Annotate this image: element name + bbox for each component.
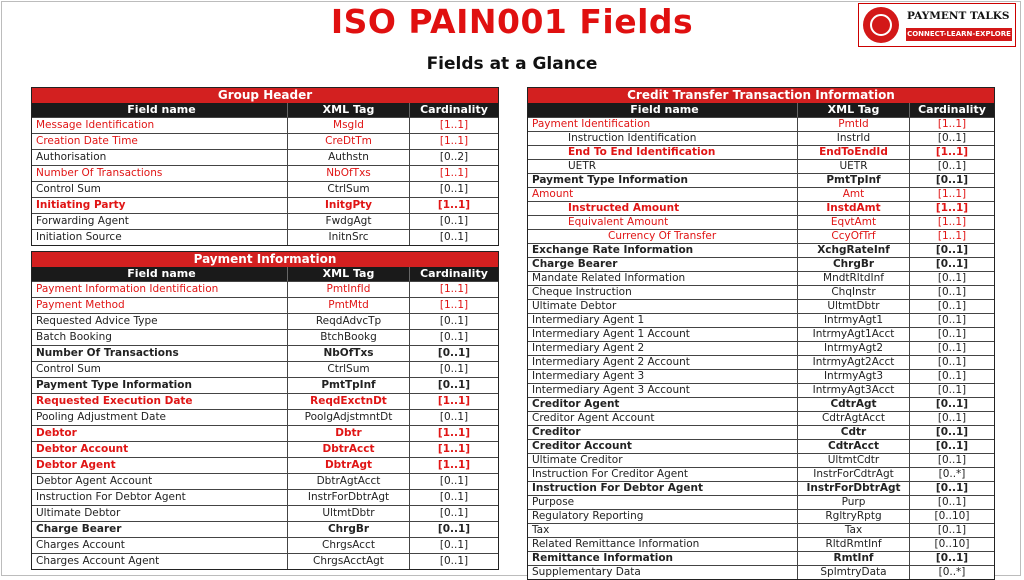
table-row [528, 173, 994, 187]
cardinality-cell: [1..1] [937, 230, 967, 242]
cardinality-cell: [0..1] [439, 411, 469, 423]
field-name-cell: Charge Bearer [528, 258, 798, 271]
xml-tag-cell: Amt [798, 188, 910, 201]
field-name-cell: Exchange Rate Information [528, 244, 798, 257]
field-name-cell: Tax [528, 524, 798, 537]
table-row [528, 355, 994, 369]
table-row [32, 181, 498, 197]
table-row [32, 297, 498, 313]
field-name-cell: Instruction For Creditor Agent [528, 468, 798, 481]
xml-tag-cell: UltmtDbtr [798, 300, 910, 313]
cardinality-cell: [0..1] [937, 300, 967, 312]
table-row [32, 117, 498, 133]
field-name-cell: Creditor Agent [528, 398, 798, 411]
table-header-row [32, 103, 498, 117]
cardinality-cell: [0..1] [437, 523, 471, 535]
cardinality-cell: [1..1] [935, 202, 969, 214]
xml-tag-cell: InstrForDbtrAgt [288, 490, 410, 505]
table-row [32, 213, 498, 229]
cardinality-cell: [0..1] [935, 552, 969, 564]
cardinality-cell: [0..1] [439, 315, 469, 327]
field-name-cell: Intermediary Agent 2 [528, 342, 798, 355]
field-name-cell: Creditor [528, 426, 798, 439]
table-row [528, 327, 994, 341]
table-row [528, 523, 994, 537]
table-row [32, 473, 498, 489]
col-header-field: Field name [32, 103, 288, 117]
field-name-cell: Intermediary Agent 1 [528, 314, 798, 327]
credit-transfer-table [527, 87, 995, 580]
table-row [528, 117, 994, 131]
table-title: Credit Transfer Transaction Information [528, 88, 994, 103]
table-row [528, 257, 994, 271]
xml-tag-cell: CdtrAgtAcct [798, 412, 910, 425]
xml-tag-cell: Purp [798, 496, 910, 509]
xml-tag-cell: DbtrAgt [288, 458, 410, 473]
field-name-cell: Charges Account [32, 538, 288, 553]
field-name-cell: Regulatory Reporting [528, 510, 798, 523]
xml-tag-cell: RltdRmtInf [798, 538, 910, 551]
logo-tagline: CONNECT-LEARN-EXPLORE [906, 28, 1012, 41]
cardinality-cell: [0..1] [937, 496, 967, 508]
field-name-cell: Intermediary Agent 3 Account [528, 384, 798, 397]
xml-tag-cell: RmtInf [798, 552, 910, 565]
table-body [32, 117, 498, 245]
page-subtitle: Fields at a Glance [426, 54, 598, 74]
cardinality-cell: [0..1] [935, 426, 969, 438]
table-row [32, 361, 498, 377]
table-row [528, 131, 994, 145]
field-name-cell: Related Remittance Information [528, 538, 798, 551]
col-header-tag: XML Tag [288, 267, 410, 281]
field-name-cell: Number Of Transactions [32, 346, 288, 361]
xml-tag-cell: ChqInstr [798, 286, 910, 299]
xml-tag-cell: IntrmyAgt3Acct [798, 384, 910, 397]
field-name-cell: Intermediary Agent 1 Account [528, 328, 798, 341]
table-row [32, 229, 498, 245]
cardinality-cell: [0..1] [937, 524, 967, 536]
page-title: ISO PAIN001 Fields [330, 2, 694, 41]
cardinality-cell: [1..1] [439, 299, 469, 311]
table-row [528, 285, 994, 299]
table-header-row [32, 267, 498, 281]
xml-tag-cell: PoolgAdjstmntDt [288, 410, 410, 425]
table-row [528, 229, 994, 243]
table-row [528, 215, 994, 229]
xml-tag-cell: MsgId [288, 118, 410, 133]
table-row [528, 341, 994, 355]
table-row [32, 505, 498, 521]
xml-tag-cell: EqvtAmt [798, 216, 910, 229]
xml-tag-cell: MndtRltdInf [798, 272, 910, 285]
xml-tag-cell: CtrlSum [288, 182, 410, 197]
xml-tag-cell: UltmtCdtr [798, 454, 910, 467]
table-row [528, 313, 994, 327]
field-name-cell: Pooling Adjustment Date [32, 410, 288, 425]
field-name-cell: Batch Booking [32, 330, 288, 345]
payment-information-table [31, 251, 499, 570]
table-row [528, 453, 994, 467]
col-header-field: Field name [528, 103, 798, 117]
group-header-table [31, 87, 499, 246]
field-name-cell: Message Identification [32, 118, 288, 133]
logo-name: PAYMENT TALKS [907, 10, 1010, 22]
table-row [528, 145, 994, 159]
cardinality-cell: [0..*] [938, 566, 966, 578]
table-row [528, 425, 994, 439]
field-name-cell: Creditor Agent Account [528, 412, 798, 425]
xml-tag-cell: InstrId [798, 132, 910, 145]
table-row [32, 393, 498, 409]
cardinality-cell: [0..1] [439, 215, 469, 227]
cardinality-cell: [0..1] [439, 539, 469, 551]
cardinality-cell: [0..1] [937, 328, 967, 340]
field-name-cell: Payment Identification [528, 118, 798, 131]
field-name-cell: Instructed Amount [528, 202, 798, 215]
field-name-cell: Ultimate Debtor [528, 300, 798, 313]
field-name-cell: Initiating Party [32, 198, 288, 213]
field-name-cell: Amount [528, 188, 798, 201]
table-row [528, 509, 994, 523]
xml-tag-cell: PmtMtd [288, 298, 410, 313]
xml-tag-cell: Tax [798, 524, 910, 537]
field-name-cell: Instruction For Debtor Agent [528, 482, 798, 495]
cardinality-cell: [0..1] [437, 347, 471, 359]
col-header-card: Cardinality [420, 267, 488, 280]
xml-tag-cell: CdtrAcct [798, 440, 910, 453]
table-row [528, 271, 994, 285]
table-row [32, 489, 498, 505]
xml-tag-cell: IntrmyAgt1 [798, 314, 910, 327]
table-row [528, 187, 994, 201]
xml-tag-cell: Authstn [288, 150, 410, 165]
cardinality-cell: [0..1] [937, 286, 967, 298]
table-row [528, 299, 994, 313]
logo-emblem-icon [863, 7, 899, 43]
cardinality-cell: [0..1] [935, 174, 969, 186]
field-name-cell: Supplementary Data [528, 566, 798, 579]
table-row [528, 537, 994, 551]
cardinality-cell: [0..1] [937, 454, 967, 466]
xml-tag-cell: DbtrAcct [288, 442, 410, 457]
cardinality-cell: [0..10] [934, 538, 970, 550]
xml-tag-cell: NbOfTxs [288, 346, 410, 361]
cardinality-cell: [1..1] [437, 395, 471, 407]
xml-tag-cell: NbOfTxs [288, 166, 410, 181]
cardinality-cell: [1..1] [437, 427, 471, 439]
cardinality-cell: [0..1] [439, 331, 469, 343]
table-row [528, 411, 994, 425]
field-name-cell: Creditor Account [528, 440, 798, 453]
table-title: Group Header [32, 88, 498, 103]
xml-tag-cell: SplmtryData [798, 566, 910, 579]
cardinality-cell: [0..1] [937, 160, 967, 172]
cardinality-cell: [0..1] [439, 507, 469, 519]
cardinality-cell: [1..1] [437, 199, 471, 211]
table-row [528, 565, 994, 579]
cardinality-cell: [0..10] [934, 510, 970, 522]
cardinality-cell: [1..1] [439, 283, 469, 295]
table-body [528, 117, 994, 579]
xml-tag-cell: PmtInfId [288, 282, 410, 297]
cardinality-cell: [0..1] [439, 491, 469, 503]
table-row [32, 197, 498, 213]
field-name-cell: Cheque Instruction [528, 286, 798, 299]
col-header-tag: XML Tag [798, 103, 910, 117]
table-row [32, 521, 498, 537]
table-row [528, 159, 994, 173]
cardinality-cell: [0..1] [937, 342, 967, 354]
field-name-cell: Number Of Transactions [32, 166, 288, 181]
cardinality-cell: [0..2] [439, 151, 469, 163]
table-row [32, 457, 498, 473]
xml-tag-cell: InitgPty [288, 198, 410, 213]
cardinality-cell: [0..1] [439, 231, 469, 243]
cardinality-cell: [1..1] [937, 118, 967, 130]
xml-tag-cell: CdtrAgt [798, 398, 910, 411]
xml-tag-cell: InstrForCdtrAgt [798, 468, 910, 481]
field-name-cell: Charge Bearer [32, 522, 288, 537]
field-name-cell: Authorisation [32, 150, 288, 165]
field-name-cell: Payment Type Information [528, 174, 798, 187]
xml-tag-cell: BtchBookg [288, 330, 410, 345]
xml-tag-cell: ChrgBr [288, 522, 410, 537]
cardinality-cell: [0..1] [935, 440, 969, 452]
field-name-cell: Equivalent Amount [528, 216, 798, 229]
cardinality-cell: [0..1] [937, 370, 967, 382]
field-name-cell: Requested Execution Date [32, 394, 288, 409]
table-row [528, 369, 994, 383]
cardinality-cell: [0..1] [937, 132, 967, 144]
field-name-cell: Control Sum [32, 182, 288, 197]
table-row [32, 345, 498, 361]
field-name-cell: Instruction For Debtor Agent [32, 490, 288, 505]
field-name-cell: Payment Method [32, 298, 288, 313]
field-name-cell: Debtor Agent [32, 458, 288, 473]
col-header-card: Cardinality [420, 103, 488, 116]
field-name-cell: Instruction Identification [528, 132, 798, 145]
table-row [32, 329, 498, 345]
field-name-cell: Remittance Information [528, 552, 798, 565]
cardinality-cell: [0..1] [937, 384, 967, 396]
cardinality-cell: [1..1] [437, 443, 471, 455]
field-name-cell: Initiation Source [32, 230, 288, 245]
field-name-cell: Payment Information Identification [32, 282, 288, 297]
table-title: Payment Information [32, 252, 498, 267]
xml-tag-cell: UETR [798, 160, 910, 173]
xml-tag-cell: ChrgsAcctAgt [288, 554, 410, 569]
xml-tag-cell: InstdAmt [798, 202, 910, 215]
xml-tag-cell: PmtId [798, 118, 910, 131]
cardinality-cell: [1..1] [937, 216, 967, 228]
xml-tag-cell: IntrmyAgt1Acct [798, 328, 910, 341]
xml-tag-cell: CcyOfTrf [798, 230, 910, 243]
table-row [32, 553, 498, 569]
field-name-cell: Purpose [528, 496, 798, 509]
col-header-card: Cardinality [918, 103, 986, 116]
xml-tag-cell: XchgRateInf [798, 244, 910, 257]
cardinality-cell: [0..1] [439, 555, 469, 567]
field-name-cell: UETR [528, 160, 798, 173]
col-header-tag: XML Tag [288, 103, 410, 117]
xml-tag-cell: IntrmyAgt2Acct [798, 356, 910, 369]
table-row [32, 537, 498, 553]
table-row [528, 397, 994, 411]
cardinality-cell: [0..1] [439, 475, 469, 487]
table-row [528, 383, 994, 397]
xml-tag-cell: PmtTpInf [798, 174, 910, 187]
table-row [32, 149, 498, 165]
xml-tag-cell: RgltryRptg [798, 510, 910, 523]
table-row [32, 377, 498, 393]
cardinality-cell: [1..1] [937, 188, 967, 200]
cardinality-cell: [1..1] [439, 119, 469, 131]
cardinality-cell: [0..1] [935, 398, 969, 410]
field-name-cell: Ultimate Creditor [528, 454, 798, 467]
xml-tag-cell: CtrlSum [288, 362, 410, 377]
cardinality-cell: [1..1] [437, 459, 471, 471]
cardinality-cell: [1..1] [935, 146, 969, 158]
field-name-cell: Currency Of Transfer [528, 230, 798, 243]
cardinality-cell: [0..1] [437, 379, 471, 391]
field-name-cell: Control Sum [32, 362, 288, 377]
col-header-field: Field name [32, 267, 288, 281]
field-name-cell: Requested Advice Type [32, 314, 288, 329]
xml-tag-cell: EndToEndId [798, 146, 910, 159]
table-header-row [528, 103, 994, 117]
xml-tag-cell: ChrgBr [798, 258, 910, 271]
table-row [528, 243, 994, 257]
field-name-cell: Mandate Related Information [528, 272, 798, 285]
table-body [32, 281, 498, 569]
table-row [528, 439, 994, 453]
xml-tag-cell: IntrmyAgt2 [798, 342, 910, 355]
cardinality-cell: [0..1] [935, 258, 969, 270]
xml-tag-cell: CreDtTm [288, 134, 410, 149]
field-name-cell: Intermediary Agent 2 Account [528, 356, 798, 369]
field-name-cell: End To End Identification [528, 146, 798, 159]
table-row [32, 409, 498, 425]
cardinality-cell: [1..1] [439, 167, 469, 179]
xml-tag-cell: ReqdAdvcTp [288, 314, 410, 329]
cardinality-cell: [0..1] [935, 482, 969, 494]
xml-tag-cell: ReqdExctnDt [288, 394, 410, 409]
xml-tag-cell: Cdtr [798, 426, 910, 439]
cardinality-cell: [0..1] [937, 412, 967, 424]
cardinality-cell: [0..1] [937, 314, 967, 326]
field-name-cell: Debtor Agent Account [32, 474, 288, 489]
cardinality-cell: [0..1] [937, 272, 967, 284]
xml-tag-cell: InitnSrc [288, 230, 410, 245]
cardinality-cell: [0..1] [935, 244, 969, 256]
xml-tag-cell: UltmtDbtr [288, 506, 410, 521]
field-name-cell: Payment Type Information [32, 378, 288, 393]
field-name-cell: Creation Date Time [32, 134, 288, 149]
field-name-cell: Debtor [32, 426, 288, 441]
table-row [528, 467, 994, 481]
cardinality-cell: [0..1] [439, 363, 469, 375]
table-row [528, 551, 994, 565]
table-row [528, 201, 994, 215]
table-row [32, 133, 498, 149]
xml-tag-cell: IntrmyAgt3 [798, 370, 910, 383]
cardinality-cell: [0..1] [439, 183, 469, 195]
brand-logo [858, 3, 1016, 47]
xml-tag-cell: InstrForDbtrAgt [798, 482, 910, 495]
field-name-cell: Charges Account Agent [32, 554, 288, 569]
table-row [32, 313, 498, 329]
table-row [32, 441, 498, 457]
field-name-cell: Ultimate Debtor [32, 506, 288, 521]
field-name-cell: Debtor Account [32, 442, 288, 457]
xml-tag-cell: Dbtr [288, 426, 410, 441]
table-row [32, 281, 498, 297]
table-row [528, 495, 994, 509]
table-row [32, 165, 498, 181]
field-name-cell: Forwarding Agent [32, 214, 288, 229]
xml-tag-cell: PmtTpInf [288, 378, 410, 393]
xml-tag-cell: DbtrAgtAcct [288, 474, 410, 489]
cardinality-cell: [1..1] [439, 135, 469, 147]
table-row [32, 425, 498, 441]
xml-tag-cell: ChrgsAcct [288, 538, 410, 553]
table-row [528, 481, 994, 495]
cardinality-cell: [0..1] [937, 356, 967, 368]
field-name-cell: Intermediary Agent 3 [528, 370, 798, 383]
cardinality-cell: [0..*] [938, 468, 966, 480]
xml-tag-cell: FwdgAgt [288, 214, 410, 229]
